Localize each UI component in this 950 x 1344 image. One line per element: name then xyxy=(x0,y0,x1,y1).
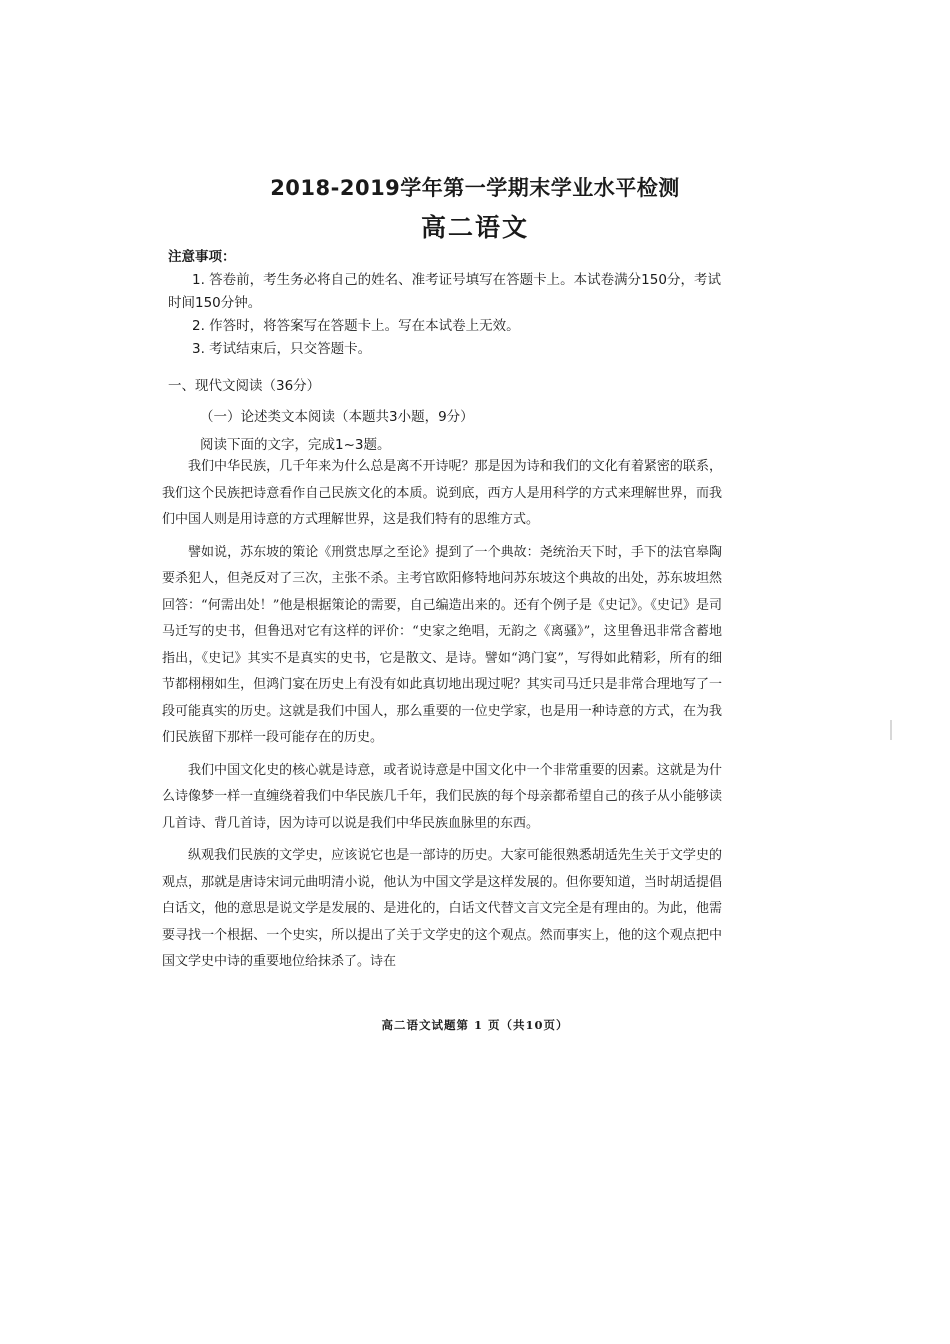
exam-title: 2018-2019学年第一学期末学业水平检测 xyxy=(270,176,680,200)
reading-passage xyxy=(162,454,722,982)
passage-paragraph: 纵观我们民族的文学史，应该说它也是一部诗的历史。大家可能很熟悉胡适先生关于文学史的观点，那就是唐诗宋词元曲明清小说，他认为中国文学是这样发展的。但你要知道，当时胡适提倡白话文，他的意思是说文学是发展的、是进化的，白话文代替文言文完全是有理由的。为此，他需要寻找一个根据、一个史实，所以提出了关于文学史的这个观点。然而事实上，他的这个观点把中国文学史中诗的重要地位给抹杀了。诗在 xyxy=(162,848,722,969)
notice-block xyxy=(168,246,728,361)
notice-item: 1. 答卷前，考生务必将自己的姓名、准考证号填写在答题卡上。本试卷满分150分，考试时间150分钟。 xyxy=(168,272,721,311)
notice-item: 3. 考试结束后，只交答题卡。 xyxy=(192,341,372,357)
section-heading: 一、现代文阅读（36分） xyxy=(168,378,321,394)
exam-subject: 高二语文 xyxy=(420,213,529,242)
subsection-heading: （一）论述类文本阅读（本题共3小题，9分） xyxy=(200,409,474,425)
page-footer: 高二语文试题第 1 页（共10页） xyxy=(381,1018,569,1032)
reading-instruction: 阅读下面的文字，完成1~3题。 xyxy=(200,437,391,453)
scan-artifact xyxy=(890,720,892,740)
passage-paragraph: 我们中华民族，几千年来为什么总是离不开诗呢？那是因为诗和我们的文化有着紧密的联系，我们这个民族把诗意看作自己民族文化的本质。说到底，西方人是用科学的方式来理解世界，而我们中国人则是用诗意的方式理解世界，这是我们特有的思维方式。 xyxy=(162,459,722,527)
notice-heading: 注意事项： xyxy=(168,249,236,265)
notice-item: 2. 作答时，将答案写在答题卡上。写在本试卷上无效。 xyxy=(192,318,520,334)
passage-paragraph: 譬如说，苏东坡的策论《刑赏忠厚之至论》提到了一个典故：尧统治天下时，手下的法官皋陶要杀犯人，但尧反对了三次，主张不杀。主考官欧阳修特地问苏东坡这个典故的出处，苏东坡坦然回答：“何需出处！”他是根据策论的需要，自己编造出来的。还有个例子是《史记》。《史记》是司马迁写的史书，但鲁迅对它有这样的评价：“史家之绝唱，无韵之《离骚》”，这里鲁迅非常含蓄地指出，《史记》其实不是真实的史书，它是散文、是诗。譬如“鸿门宴”，写得如此精彩，所有的细节都栩栩如生，但鸿门宴在历史上有没有如此真切地出现过呢？其实司马迁只是非常合理地写了一段可能真实的历史。这就是我们中国人，那么重要的一位史学家，也是用一种诗意的方式，在为我们民族留下那样一段可能存在的历史。 xyxy=(162,544,722,745)
passage-paragraph: 我们中国文化史的核心就是诗意，或者说诗意是中国文化中一个非常重要的因素。这就是为什么诗像梦一样一直缠绕着我们中华民族几千年，我们民族的每个母亲都希望自己的孩子从小能够读几首诗、背几首诗，因为诗可以说是我们中华民族血脉里的东西。 xyxy=(162,762,722,831)
